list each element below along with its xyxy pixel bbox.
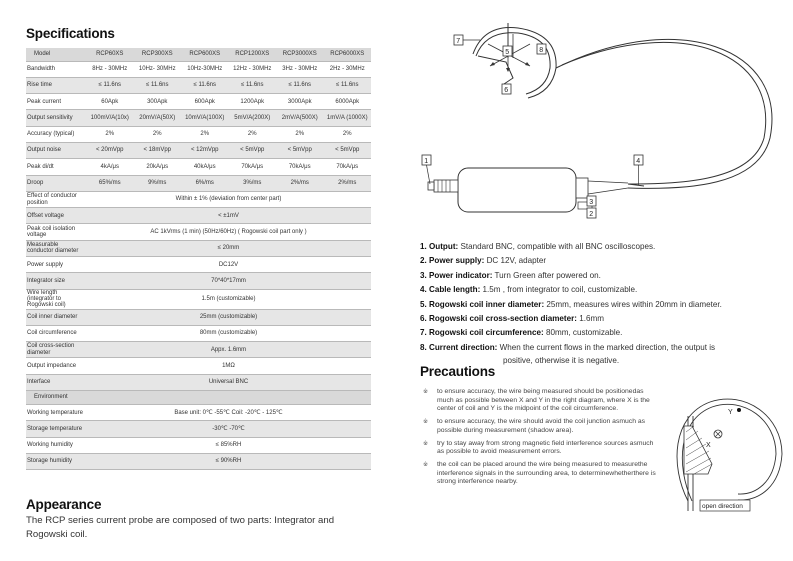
row-value: 1.5m (customizable) <box>86 289 371 309</box>
callout-4 <box>634 155 643 185</box>
row-label: Droop <box>26 175 86 191</box>
table-row <box>26 374 371 390</box>
table-row <box>26 273 371 289</box>
row-value: -30℃ -70℃ <box>86 421 371 437</box>
row-label: Measurable conductor diameter <box>26 240 86 256</box>
table-row <box>26 191 371 207</box>
precaution-item <box>420 440 662 457</box>
header-cell: RCP300XS <box>134 48 182 61</box>
part-item <box>420 254 760 268</box>
row-label: Storage temperature <box>26 421 86 437</box>
part-item <box>420 269 760 283</box>
table-row <box>26 94 371 110</box>
row-value: < 12mVpp <box>181 142 229 158</box>
x-label: X <box>706 442 711 449</box>
precaution-item <box>420 388 662 414</box>
table-row <box>26 224 371 240</box>
part-label: 4. Cable length: <box>420 285 481 295</box>
table-row <box>26 453 371 469</box>
row-value: 10mV/A(100X) <box>181 110 229 126</box>
header-cell: RCP60XS <box>86 48 134 61</box>
precaution-marker: ※ <box>423 419 429 426</box>
row-label: Accuracy (typical) <box>26 126 86 142</box>
row-value: 20mV/A(50X) <box>134 110 182 126</box>
precaution-item <box>420 418 662 435</box>
row-value: 70kA/μs <box>229 159 277 175</box>
part-item <box>420 341 760 355</box>
row-value: 3Hz - 30MHz <box>276 61 324 77</box>
table-row <box>26 289 371 309</box>
row-value: 25mm (customizable) <box>86 309 371 325</box>
row-label: Effect of conductor position <box>26 191 86 207</box>
row-value: ≤ 11.6ns <box>134 77 182 93</box>
row-value: 100mV/A(10x) <box>86 110 134 126</box>
row-value: 70*40*17mm <box>86 273 371 289</box>
row-value: DC12V <box>86 257 371 273</box>
svg-text:1: 1 <box>424 158 429 165</box>
row-value: 70kA/μs <box>324 159 372 175</box>
part-label: 2. Power supply: <box>420 256 485 266</box>
row-value: 8Hz - 30MHz <box>86 61 134 77</box>
part-label: 5. Rogowski coil inner diameter: <box>420 299 545 309</box>
row-label: Output impedance <box>26 358 86 374</box>
row-value: ≤ 20mm <box>86 240 371 256</box>
precaution-text: try to stay away from strong magnetic field interference sources asmuch as possible to avoid measurement errors. <box>437 439 654 456</box>
precautions-title: Precautions <box>420 364 496 379</box>
part-text-continued: positive, otherwise it is negative. <box>503 356 620 366</box>
precaution-text: to ensure accuracy, the wire being measured should be positionedas much as possible between X and Y in the right diagram, where X is the center of coil and Y is the midpoint of the coil circumference. <box>437 388 650 413</box>
row-value: < ±1mV <box>86 208 371 224</box>
row-value: 65%/ms <box>86 175 134 191</box>
header-model: Model <box>26 48 86 61</box>
row-value: 2%/ms <box>276 175 324 191</box>
svg-text:8: 8 <box>539 47 544 54</box>
part-text: 1.5m , from integrator to coil, customizable. <box>480 285 638 295</box>
table-row <box>26 159 371 175</box>
row-value: Appx. 1.6mm <box>86 342 371 358</box>
row-value: 2% <box>324 126 372 142</box>
row-value: 3000Apk <box>276 94 324 110</box>
table-row <box>26 437 371 453</box>
environment-header-row <box>26 391 371 405</box>
appearance-title: Appearance <box>26 497 102 512</box>
row-value: 3%/ms <box>229 175 277 191</box>
row-value: 10Hz- 30MHz <box>134 61 182 77</box>
row-value: 2% <box>86 126 134 142</box>
row-value: ≤ 11.6ns <box>324 77 372 93</box>
environment-label: Environment <box>26 391 371 405</box>
row-value: 5mV/A(200X) <box>229 110 277 126</box>
part-label: 6. Rogowski coil cross-section diameter: <box>420 314 577 324</box>
part-item <box>420 326 760 340</box>
svg-text:3: 3 <box>589 199 594 206</box>
precaution-marker: ※ <box>423 389 429 395</box>
part-label: 8. Current direction: <box>420 342 498 352</box>
row-label: Integrator size <box>26 273 86 289</box>
table-row <box>26 240 371 256</box>
parts-list <box>420 240 760 369</box>
header-cell: RCP3000XS <box>276 48 324 61</box>
row-value: ≤ 11.6ns <box>181 77 229 93</box>
table-header-row <box>26 48 371 61</box>
precaution-marker: ※ <box>423 440 429 447</box>
open-direction-label: open direction <box>702 503 743 510</box>
row-label: Working humidity <box>26 437 86 453</box>
row-label: Offset voltage <box>26 208 86 224</box>
header-cell: RCP1200XS <box>229 48 277 61</box>
row-value: 20kA/μs <box>134 159 182 175</box>
precaution-item <box>420 461 662 487</box>
row-value: 40kA/μs <box>181 159 229 175</box>
row-value: 60Apk <box>86 94 134 110</box>
callout-8 <box>537 44 546 54</box>
row-value: ≤ 85%RH <box>86 437 371 453</box>
row-label: Peak current <box>26 94 86 110</box>
svg-text:6: 6 <box>504 87 509 94</box>
row-label: Peak di/dt <box>26 159 86 175</box>
table-row <box>26 208 371 224</box>
precaution-text: to ensure accuracy, the wire should avoid the coil junction asmuch as possible during measurement (shadow area). <box>437 418 646 434</box>
row-value: 300Apk <box>134 94 182 110</box>
part-item <box>420 240 760 254</box>
table-row <box>26 175 371 191</box>
svg-text:7: 7 <box>456 38 461 45</box>
part-text: Turn Green after powered on. <box>492 270 601 280</box>
row-value: 2% <box>276 126 324 142</box>
svg-text:2: 2 <box>589 211 594 218</box>
row-value: < 20mVpp <box>86 142 134 158</box>
callout-5 <box>503 46 512 56</box>
row-label: Interface <box>26 374 86 390</box>
table-row <box>26 405 371 421</box>
row-value: ≤ 11.6ns <box>276 77 324 93</box>
row-label: Coil cross-section diameter <box>26 342 86 358</box>
table-row <box>26 142 371 158</box>
table-row <box>26 257 371 273</box>
part-text: DC 12V, adapter <box>484 256 547 266</box>
row-label: Rise time <box>26 77 86 93</box>
specifications-title: Specifications <box>26 26 115 41</box>
table-row <box>26 77 371 93</box>
row-value: Base unit: 0℃ -55℃ Coil: -20℃ - 125℃ <box>86 405 371 421</box>
row-label: Peak coil isolation voltage <box>26 224 86 240</box>
table-row <box>26 309 371 325</box>
row-value: 80mm (customizable) <box>86 325 371 341</box>
part-text: 80mm, customizable. <box>543 328 623 338</box>
row-value: ≤ 11.6ns <box>86 77 134 93</box>
row-value: 2Hz - 30MHz <box>324 61 372 77</box>
row-value: < 5mVpp <box>276 142 324 158</box>
callout-2 <box>587 208 596 218</box>
y-label: Y <box>728 409 733 416</box>
row-value: 70kA/μs <box>276 159 324 175</box>
row-value: 12Hz - 30MHz <box>229 61 277 77</box>
row-value: 1mV/A (1000X) <box>324 110 372 126</box>
row-label: Storage humidity <box>26 453 86 469</box>
appearance-text: The RCP series current probe are composed of two parts: Integrator and Rogowski coil. <box>26 515 335 540</box>
table-row <box>26 421 371 437</box>
row-value: 6000Apk <box>324 94 372 110</box>
precaution-text: the coil can be placed around the wire being measured to measurethe interference signals in the surrounding area, to determinewhetherthere is strong interference nearby. <box>437 460 656 486</box>
row-value: < 5mVpp <box>229 142 277 158</box>
part-text: 1.6mm <box>576 314 604 324</box>
part-text: 25mm, measures wires within 20mm in diameter. <box>544 299 722 309</box>
precaution-marker: ※ <box>423 461 429 468</box>
svg-text:4: 4 <box>636 158 641 165</box>
table-row <box>26 342 371 358</box>
specifications-table <box>26 48 371 470</box>
row-value: 9%/ms <box>134 175 182 191</box>
header-cell: RCP600XS <box>181 48 229 61</box>
table-row <box>26 358 371 374</box>
part-label: 7. Rogowski coil circumference: <box>420 328 544 338</box>
row-label: Output noise <box>26 142 86 158</box>
svg-text:5: 5 <box>505 49 510 56</box>
row-value: < 18mVpp <box>134 142 182 158</box>
row-value: 1MΩ <box>86 358 371 374</box>
row-label: Coil circumference <box>26 325 86 341</box>
row-value: ≤ 90%RH <box>86 453 371 469</box>
row-label: Bandwidth <box>26 61 86 77</box>
table-row <box>26 126 371 142</box>
row-value: Universal BNC <box>86 374 371 390</box>
part-item <box>420 298 760 312</box>
row-value: 600Apk <box>181 94 229 110</box>
precautions-list <box>420 388 662 491</box>
part-text: When the current flows in the marked direction, the output is <box>497 342 716 352</box>
table-row <box>26 110 371 126</box>
callout-6 <box>502 84 511 94</box>
row-label: Power supply <box>26 257 86 273</box>
callout-3 <box>587 196 596 206</box>
row-value: 10Hz-30MHz <box>181 61 229 77</box>
row-label: Wire length (integrator to Rogowski coil) <box>26 289 86 309</box>
row-value: 2%/ms <box>324 175 372 191</box>
part-item <box>420 283 760 297</box>
table-row <box>26 325 371 341</box>
row-value: Within ± 1% (deviation from center part) <box>86 191 371 207</box>
row-label: Working temperature <box>26 405 86 421</box>
row-value: 6%/ms <box>181 175 229 191</box>
row-value: < 5mVpp <box>324 142 372 158</box>
row-value: ≤ 11.6ns <box>229 77 277 93</box>
row-value: 2% <box>134 126 182 142</box>
part-text: Standard BNC, compatible with all BNC oscilloscopes. <box>458 242 656 251</box>
row-value: 2% <box>181 126 229 142</box>
probe-diagram <box>418 18 788 228</box>
callout-7 <box>454 35 480 45</box>
row-value: 2mV/A(500X) <box>276 110 324 126</box>
part-label: 1. Output: <box>420 242 459 251</box>
row-label: Coil inner diameter <box>26 309 86 325</box>
part-label: 3. Power indicator: <box>420 270 493 280</box>
row-value: 1200Apk <box>229 94 277 110</box>
part-item <box>420 312 760 326</box>
callout-1 <box>422 155 431 184</box>
header-cell: RCP6000XS <box>324 48 372 61</box>
coil-position-figure <box>660 386 790 516</box>
row-value: AC 1kVrms (1 min) (50Hz/60Hz) ( Rogowski coil part only ) <box>86 224 371 240</box>
row-value: 4kA/μs <box>86 159 134 175</box>
table-row <box>26 61 371 77</box>
row-value: 2% <box>229 126 277 142</box>
row-label: Output sensitivity <box>26 110 86 126</box>
